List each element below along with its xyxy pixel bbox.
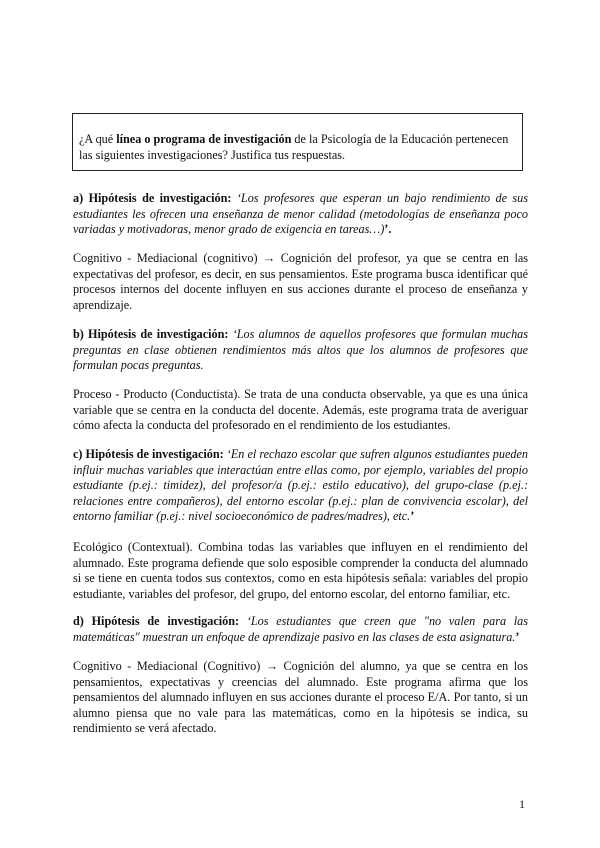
answer-c: Ecológico (Contextual). Combina todas las variables que influyen en el rendimiento del alumnado. Este programa defiende que solo esposible comprender la conducta del alumnado si se tiene en cuenta todos sus contextos, como en esta hipótesis señala: variables del propio estudiante, variables del profesor, del grupo, del entorno escolar, del entorno familiar, etc. (73, 540, 528, 601)
question-box (72, 113, 523, 171)
hypothesis-quote: ‘En el rechazo escolar que sufren algunos estudiantes pueden influir muchas variables que interactúan entre ellas como, por ejemplo, variables del propio estudiante (p.ej.: timidez), del profesor/a (p.ej.: estilo educativo), del grupo-clase (p.ej.: relaciones entre compañeros), del entorno escolar (p.ej.: plan de convivencia escolar), del entorno familiar (p.ej.: nivel socioeconómico de padres/madres), etc. (73, 447, 528, 523)
question-suffix: de la Psicología de la Educación pertenecen las siguientes investigaciones? Justifica tus respuestas. (79, 132, 509, 162)
hypothesis-d (73, 614, 528, 645)
hypothesis-label: d) Hipótesis de investigación: (73, 614, 240, 628)
hypothesis-b (73, 327, 528, 374)
question-prefix: ¿A qué (79, 132, 117, 146)
hypothesis-close: ’ (515, 629, 520, 644)
hypothesis-label: b) Hipótesis de investigación: (73, 327, 229, 341)
hypothesis-label: c) Hipótesis de investigación: (73, 447, 224, 461)
hypothesis-a (73, 191, 528, 238)
hypothesis-c (73, 447, 528, 525)
hypothesis-quote: ‘Los estudiantes que creen que "no valen para las matemáticas" muestran un enfoque de aprendizaje pasivo en las clases de esta asignatura. (73, 614, 528, 644)
question-bold: línea o programa de investigación (116, 132, 292, 146)
answer-d: Cognitivo - Mediacional (Cognitivo) → Cognición del alumno, ya que se centra en los pensamientos, expectativas y creencias del alumnado. Este programa afirma que los pensamientos del alumnado influyen en sus acciones durante el proceso E/A. Por tanto, si un alumno piensa que no vale para las matemáticas, como en la hipótesis se indica, su rendimiento se verá afectado. (73, 659, 528, 735)
hypothesis-quote: ‘Los profesores que esperan un bajo rendimiento de sus estudiantes les ofrecen una enseñanza de menor calidad (metodologías de enseñanza poco variadas y motivadoras, menor grado de exigencia en tareas…) (73, 191, 529, 236)
hypothesis-quote: ‘Los alumnos de aquellos profesores que formulan muchas preguntas en clase obtienen rendimientos más altos que los alumnos de profesores que formulan pocas preguntas. (73, 327, 529, 372)
answer-a: Cognitivo - Mediacional (cognitivo) → Cognición del profesor, ya que se centra en las expectativas del profesor, es decir, en sus pensamientos. Este programa busca identificar qué procesos internos del docente influyen en sus acciones durante el proceso de enseñanza y aprendizaje. (73, 251, 528, 312)
page-number: 1 (519, 797, 525, 811)
answer-b: Proceso - Producto (Conductista). Se trata de una conducta observable, ya que es una única variable que se centra en la conducta del docente. Además, este programa trata de averiguar cómo afecta la conducta del profesorado en el rendimiento de los estudiantes. (73, 387, 528, 432)
hypothesis-close: ’. (384, 222, 392, 236)
hypothesis-label: a) Hipótesis de investigación: (73, 191, 232, 205)
hypothesis-close: ’ (410, 509, 415, 523)
